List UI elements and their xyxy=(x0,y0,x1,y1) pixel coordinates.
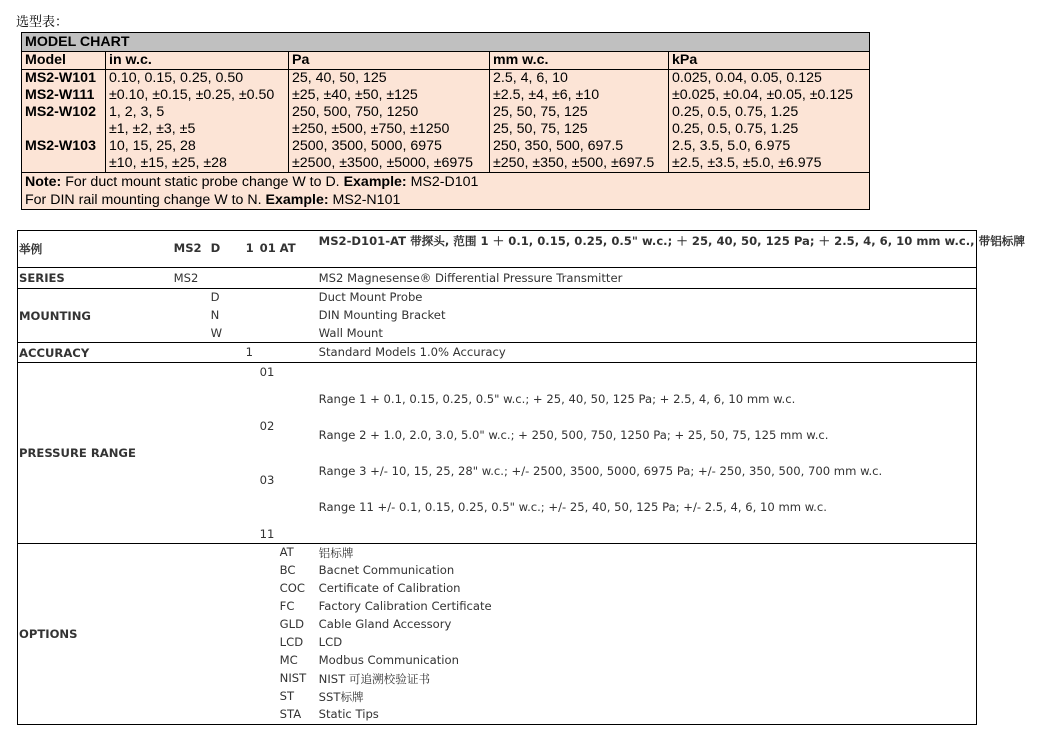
value-cell: ±2.5, ±4, ±6, ±10 xyxy=(493,87,600,103)
example-label: 举例 xyxy=(18,231,168,268)
value-cell: ±0.10, ±0.15, ±0.25, ±0.50 xyxy=(109,87,275,103)
kpa-column xyxy=(669,70,870,173)
value-cell: 1, 2, 3, 5 xyxy=(109,104,165,120)
value-cell: 2.5, 4, 6, 10 xyxy=(493,70,568,86)
accuracy-label: ACCURACY xyxy=(18,343,168,363)
example-row xyxy=(18,231,977,268)
mounting-description: Duct Mount Probe xyxy=(318,290,423,304)
model-chart xyxy=(21,32,870,210)
value-cell: 10, 15, 25, 28 xyxy=(109,138,196,154)
series-row xyxy=(18,268,977,289)
note-line-1 xyxy=(25,173,866,191)
header-model: Model xyxy=(22,52,106,70)
option-code: COC xyxy=(279,581,305,595)
pressure-range-row xyxy=(18,363,977,544)
mounting-code: W xyxy=(210,326,223,340)
header-mm-wc: mm w.c. xyxy=(490,52,669,70)
mounting-code: N xyxy=(210,308,220,322)
value-cell: ±25, ±40, ±50, ±125 xyxy=(292,87,418,103)
example-description: MS2-D101-AT 带探头, 范围 1 ＋ 0.1, 0.15, 0.25, 0.5" w.c.; ＋ 25, 40, 50, 125 Pa; ＋ 2.5, 4, 6, 10 mm w.c., 带铝标牌 xyxy=(318,234,1025,248)
value-cell: 25, 50, 75, 125 xyxy=(493,104,588,120)
option-code: LCD xyxy=(279,635,304,649)
mounting-code: D xyxy=(210,290,220,304)
value-cell: 0.025, 0.04, 0.05, 0.125 xyxy=(672,70,822,86)
value-cell: 250, 350, 500, 697.5 xyxy=(493,138,624,154)
range-description: Range 11 +/- 0.1, 0.15, 0.25, 0.5" w.c.; +/- 25, 40, 50, 125 Pa; +/- 2.5, 4, 6, 10 mm w.c. xyxy=(318,500,827,514)
example-code-mounting: D xyxy=(210,241,221,255)
value-cell: 0.10, 0.15, 0.25, 0.50 xyxy=(109,70,244,86)
option-code: BC xyxy=(279,563,296,577)
option-code: NIST xyxy=(279,671,307,685)
range-description: Range 2 + 1.0, 2.0, 3.0, 5.0" w.c.; + 250, 500, 750, 1250 Pa; + 25, 50, 75, 125 mm w.c. xyxy=(318,428,829,442)
option-code: ST xyxy=(279,689,295,703)
value-cell: 0.25, 0.5, 0.75, 1.25 xyxy=(672,121,799,137)
note-text: For DIN rail mounting change W to N. xyxy=(25,192,266,208)
option-code: FC xyxy=(279,599,295,613)
pa-column xyxy=(289,70,490,173)
range-code: 11 xyxy=(259,527,275,541)
option-description: Modbus Communication xyxy=(318,653,459,667)
example-code-range: 01 xyxy=(259,241,276,255)
note-example: MS2-D101 xyxy=(406,174,479,190)
model-cell: MS2-W101 xyxy=(25,70,96,86)
option-code: GLD xyxy=(279,617,305,631)
option-description: NIST 可追溯校验证书 xyxy=(318,672,431,686)
option-description: Factory Calibration Certificate xyxy=(318,599,492,613)
model-chart-note-row xyxy=(22,173,870,210)
note-example: MS2-N101 xyxy=(328,192,401,208)
option-description: Static Tips xyxy=(318,707,379,721)
model-chart-data xyxy=(22,70,870,173)
header-pa: Pa xyxy=(289,52,490,70)
mounting-description: DIN Mounting Bracket xyxy=(318,308,446,322)
value-cell: 2.5, 3.5, 5.0, 6.975 xyxy=(672,138,791,154)
example-code-series: MS2 xyxy=(173,241,202,255)
model-column xyxy=(22,70,106,173)
value-cell: 25, 50, 75, 125 xyxy=(493,121,588,137)
mounting-label: MOUNTING xyxy=(18,289,168,343)
value-cell: ±2.5, ±3.5, ±5.0, ±6.975 xyxy=(672,155,822,171)
accuracy-description: Standard Models 1.0% Accuracy xyxy=(318,345,506,359)
header-kpa: kPa xyxy=(669,52,870,70)
options-label: OPTIONS xyxy=(18,544,168,725)
range-description: Range 1 + 0.1, 0.15, 0.25, 0.5" w.c.; + 25, 40, 50, 125 Pa; + 2.5, 4, 6, 10 mm w.c. xyxy=(318,392,796,406)
model-cell: MS2-W111 xyxy=(25,87,95,103)
option-code: STA xyxy=(279,707,302,721)
model-cell xyxy=(25,155,102,172)
value-cell: ±2500, ±3500, ±5000, ±6975 xyxy=(292,155,474,171)
accuracy-code: 1 xyxy=(245,345,254,359)
option-description: Bacnet Communication xyxy=(318,563,455,577)
model-cell: MS2-W103 xyxy=(25,138,96,154)
value-cell: ±10, ±15, ±25, ±28 xyxy=(109,155,227,171)
option-code: MC xyxy=(279,653,298,667)
option-description: 铝标牌 xyxy=(318,546,354,560)
note-label: Note: xyxy=(25,174,62,190)
mounting-row xyxy=(18,289,977,343)
pressure-range-label: PRESSURE RANGE xyxy=(18,363,168,544)
value-cell: 25, 40, 50, 125 xyxy=(292,70,387,86)
range-description: Range 3 +/- 10, 15, 25, 28" w.c.; +/- 2500, 3500, 5000, 6975 Pa; +/- 250, 350, 500, 700 mm w.c. xyxy=(318,464,883,478)
series-code: MS2 xyxy=(173,271,199,285)
option-description: SST标牌 xyxy=(318,690,364,704)
model-cell: MS2-W102 xyxy=(25,104,96,120)
example-label: Example: xyxy=(265,192,329,208)
accuracy-row xyxy=(18,343,977,363)
note-line-2 xyxy=(25,191,866,209)
model-chart-header-row xyxy=(22,52,870,70)
option-description: Cable Gland Accessory xyxy=(318,617,452,631)
example-code-option: AT xyxy=(279,241,296,255)
range-code: 02 xyxy=(259,419,275,433)
option-description: Certificate of Calibration xyxy=(318,581,461,595)
option-description: LCD xyxy=(318,635,343,649)
ordering-table xyxy=(17,230,1025,725)
intro-label: 选型表： xyxy=(16,15,69,30)
value-cell: ±1, ±2, ±3, ±5 xyxy=(109,121,196,137)
option-code: AT xyxy=(279,545,294,559)
header-in-wc: in w.c. xyxy=(106,52,289,70)
value-cell: ±0.025, ±0.04, ±0.05, ±0.125 xyxy=(672,87,854,103)
value-cell: 250, 500, 750, 1250 xyxy=(292,104,419,120)
mounting-description: Wall Mount xyxy=(318,326,383,340)
range-code: 03 xyxy=(259,473,275,487)
options-row xyxy=(18,544,977,725)
value-cell: ±250, ±350, ±500, ±697.5 xyxy=(493,155,655,171)
example-code-accuracy: 1 xyxy=(245,241,254,255)
in-wc-column xyxy=(106,70,289,173)
value-cell: 0.25, 0.5, 0.75, 1.25 xyxy=(672,104,799,120)
mm-wc-column xyxy=(490,70,669,173)
value-cell: ±250, ±500, ±750, ±1250 xyxy=(292,121,450,137)
model-chart-title: MODEL CHART xyxy=(22,33,870,52)
series-description: MS2 Magnesense® Differential Pressure Transmitter xyxy=(318,271,623,285)
example-label: Example: xyxy=(343,174,407,190)
note-text: For duct mount static probe change W to D. xyxy=(61,174,344,190)
series-label: SERIES xyxy=(18,268,168,289)
model-chart-note xyxy=(22,173,870,210)
model-cell xyxy=(25,121,102,138)
value-cell: 2500, 3500, 5000, 6975 xyxy=(292,138,442,154)
range-code: 01 xyxy=(259,365,275,379)
